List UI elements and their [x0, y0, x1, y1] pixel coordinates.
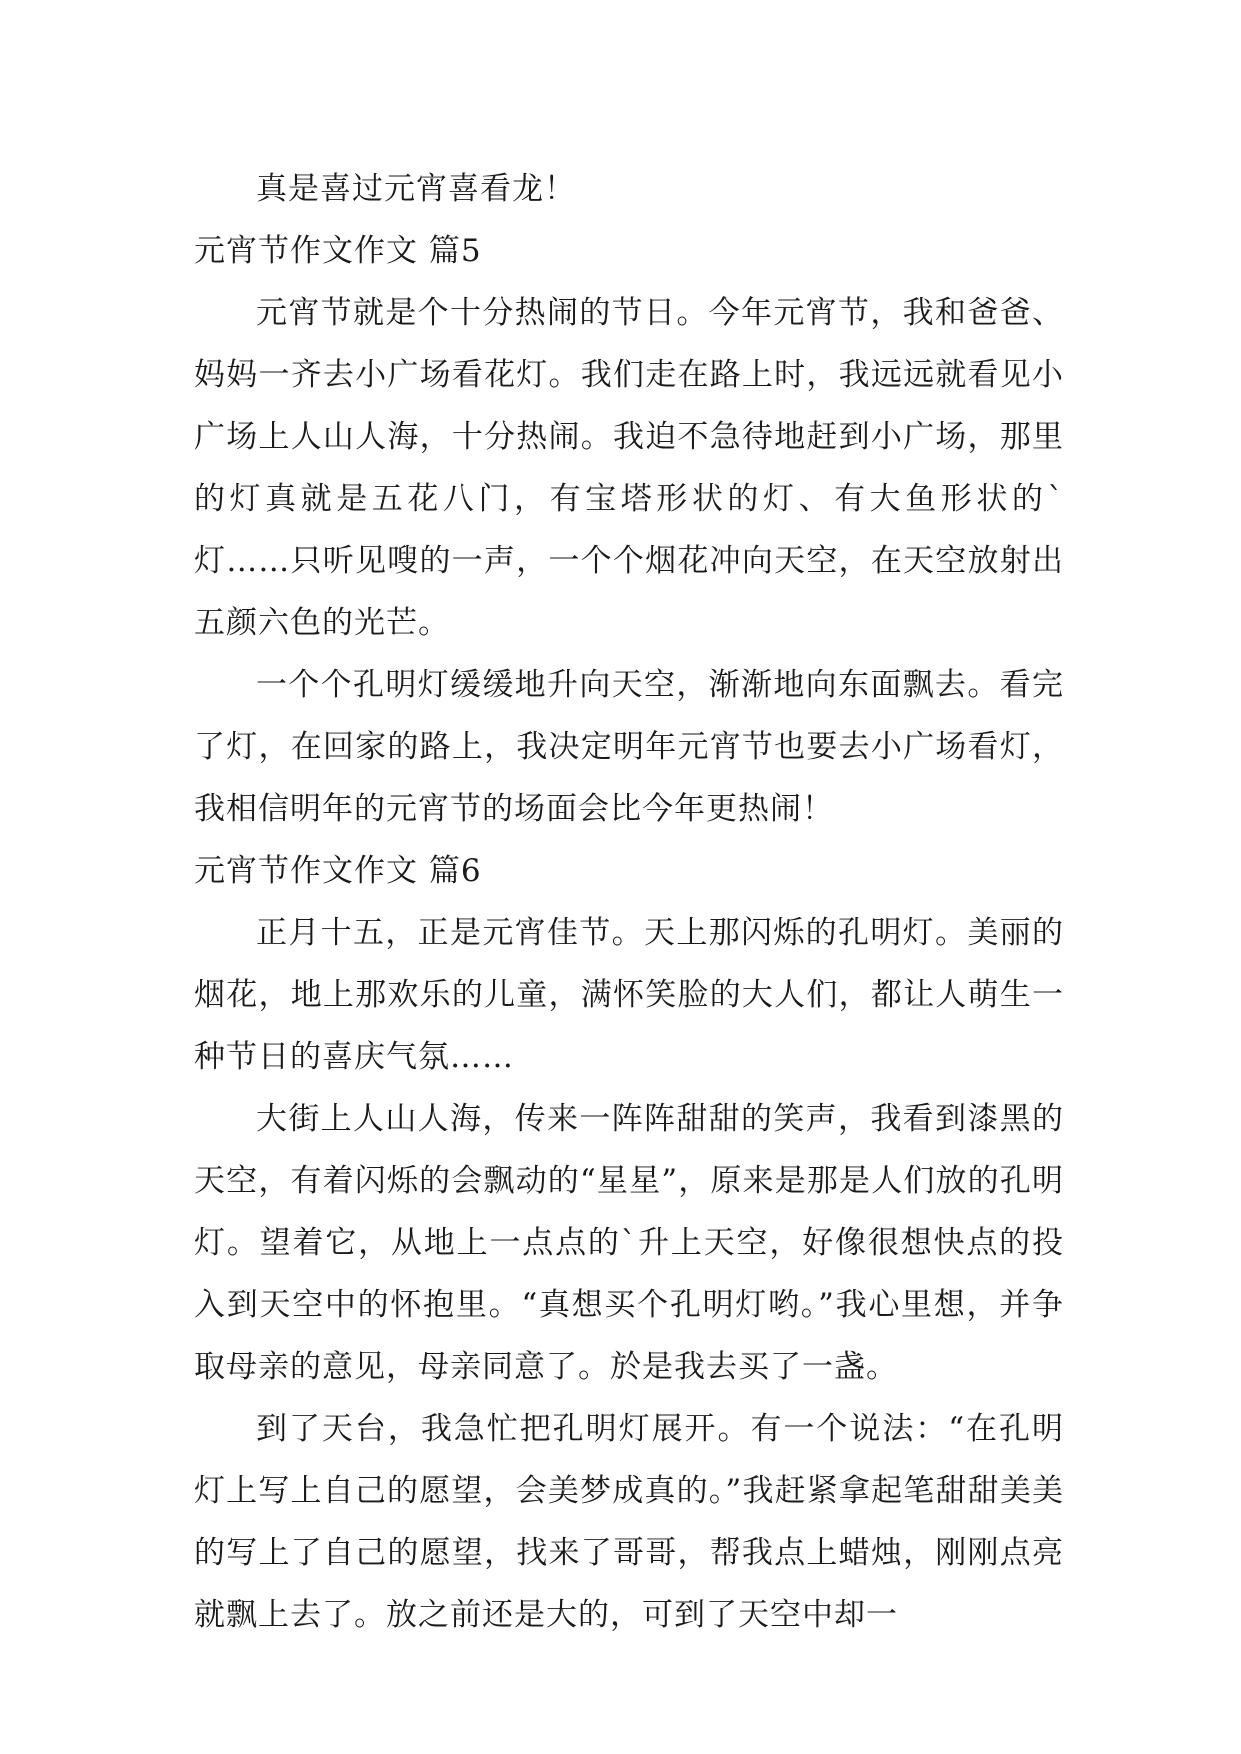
document-body [194, 158, 1064, 1646]
paragraph-6-2: 大街上人山人海，传来一阵阵甜甜的笑声，我看到漆黑的天空，有着闪烁的会飘动的“星星”，原来是那是人们放的孔明灯。望着它，从地上一点点的`升上天空，好像很想快点的投入到天空中的怀抱里。“真想买个孔明灯哟。”我心里想，并争取母亲的意见，母亲同意了。於是我去买了一盏。 [194, 1101, 1064, 1385]
paragraph-6-1: 正月十五，正是元宵佳节。天上那闪烁的孔明灯。美丽的烟花，地上那欢乐的儿童，满怀笑脸的大人们，都让人萌生一种节日的喜庆气氛…… [194, 915, 1064, 1075]
paragraph-closing-line: 真是喜过元宵喜看龙！ [256, 171, 576, 207]
section-heading-5: 元宵节作文作文 篇5 [194, 233, 482, 269]
section-heading-6: 元宵节作文作文 篇6 [194, 853, 482, 889]
paragraph-6-3: 到了天台，我急忙把孔明灯展开。有一个说法：“在孔明灯上写上自己的愿望，会美梦成真的。”我赶紧拿起笔甜甜美美的写上了自己的愿望，找来了哥哥，帮我点上蜡烛，刚刚点亮就飘上去了。放之前还是大的，可到了天空中却一 [194, 1411, 1064, 1633]
paragraph-5-1: 元宵节就是个十分热闹的节日。今年元宵节，我和爸爸、妈妈一齐去小广场看花灯。我们走在路上时，我远远就看见小广场上人山人海，十分热闹。我迫不急待地赶到小广场，那里的灯真就是五花八门，有宝塔形状的灯、有大鱼形状的`灯……只听见嗖的一声，一个个烟花冲向天空，在天空放射出五颜六色的光芒。 [194, 295, 1064, 641]
paragraph-5-2: 一个个孔明灯缓缓地升向天空，渐渐地向东面飘去。看完了灯，在回家的路上，我决定明年元宵节也要去小广场看灯，我相信明年的元宵节的场面会比今年更热闹！ [194, 667, 1064, 827]
